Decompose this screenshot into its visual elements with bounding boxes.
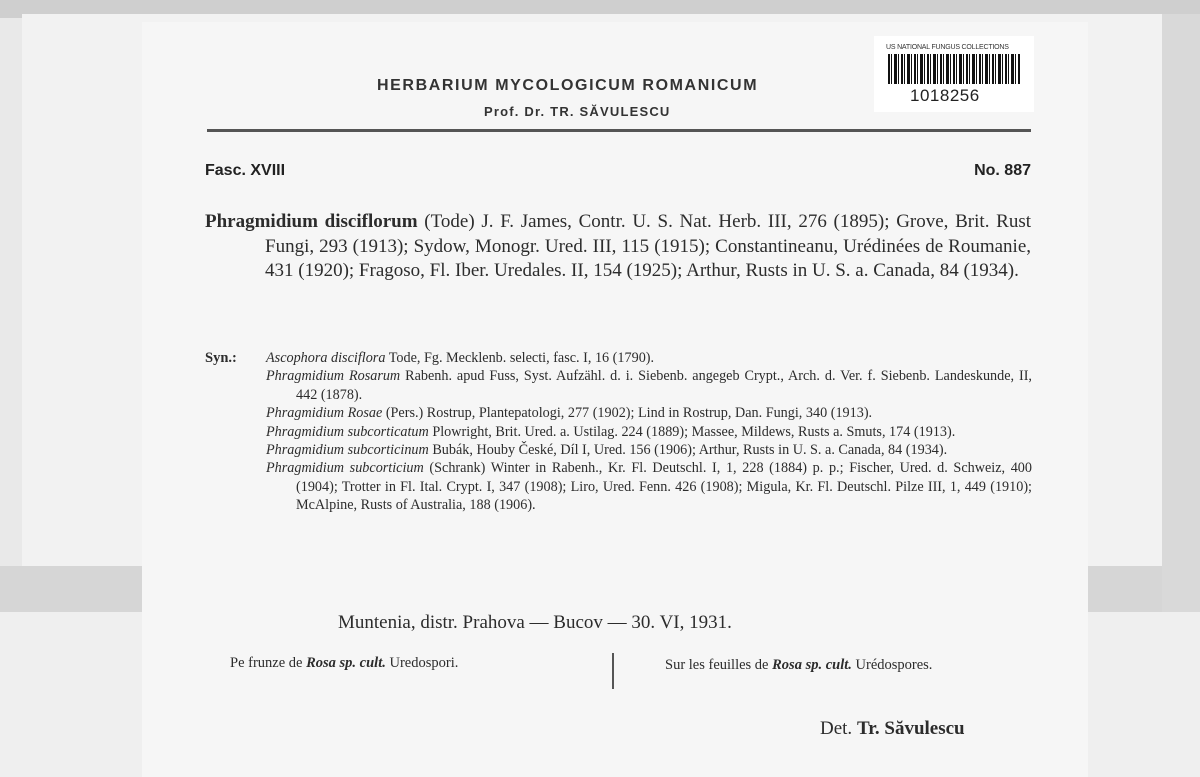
synonym-citation: (Schrank) Winter in Rabenh., Kr. Fl. Deutschl. I, 1, 228 (1884) p. p.; Fischer, Ured. d. Schweiz, 400 (1904); Trotter in Fl. Ital. Crypt. I, 347 (1908); Liro, Ured. Fenn. 426 (1908); Migula, Kr. Fl. Deutschl. Pilze III, 1, 449 (1910); McAlpine, Rusts of Australia, 188 (1906). — [296, 460, 1032, 514]
synonym-citation: Plowright, Brit. Ured. a. Ustilag. 224 (1889); Massee, Mildews, Rusts a. Smuts, 174 (1913). — [428, 423, 956, 440]
barcode-caption: US NATIONAL FUNGUS COLLECTIONS — [886, 44, 1009, 51]
determiner-name: Tr. Săvulescu — [856, 718, 965, 739]
citation-first-line: (Tode) J. F. James, Contr. U. S. Nat. Herb. III, — [417, 211, 792, 232]
synonym-citation: Bubák, Houby České, Díl I, Ured. 156 (1906); Arthur, Rusts in U. S. a. Canada, 84 (1934). — [428, 442, 948, 459]
species-citation — [205, 210, 1031, 284]
host-french — [665, 656, 1033, 674]
synonym-item — [266, 459, 1032, 514]
synonym-citation: Rabenh. apud Fuss, Syst. Aufzähl. d. i. Siebenb. angegeb Crypt., Arch. d. Ver. f. Siebenb. Landeskunde, II, 442 (1878). — [296, 368, 1032, 403]
synonym-name: Ascophora disciflora — [266, 350, 386, 366]
synonym-name: Phragmidium subcorticinum — [266, 442, 429, 459]
citation-rest: 276 (1895); Grove, Brit. Rust Fungi, 293 (1913); Sydow, Monogr. Ured. III, 115 (1915); Constantineanu, Urédinées de Roumanie, 431 (1920); Fragoso, Fl. Iber. Uredales. II, 154 (1925); Arthur, Rusts in U. S. a. Canada, 84 (1934). — [265, 211, 1032, 281]
host-fr-name: Rosa sp. cult. — [772, 657, 852, 673]
label-title: HERBARIUM MYCOLOGICUM ROMANICUM — [377, 77, 759, 94]
synonym-name: Phragmidium subcorticium — [266, 460, 424, 477]
synonym-citation: Tode, Fg. Mecklenb. selecti, fasc. I, 16 (1790). — [385, 350, 655, 366]
barcode-sticker — [874, 36, 1034, 112]
barcode-number: 1018256 — [910, 86, 980, 105]
header-rule — [207, 129, 1031, 132]
species-name: Phragmidium disciflorum — [205, 211, 418, 232]
background-right — [1162, 14, 1200, 612]
synonym-item — [266, 441, 1032, 459]
synonym-item — [266, 423, 1032, 441]
host-divider — [612, 653, 614, 689]
synonym-name: Phragmidium Rosarum — [266, 368, 401, 385]
synonyms-label: Syn.: — [205, 350, 237, 366]
synonyms-list — [266, 349, 1032, 515]
host-romanian — [230, 654, 602, 672]
synonym-citation: (Pers.) Rostrup, Plantepatologi, 277 (1902); Lind in Rostrup, Dan. Fungi, 340 (1913). — [382, 405, 873, 422]
host-ro-name: Rosa sp. cult. — [306, 655, 386, 671]
label-subtitle: Prof. Dr. TR. SĂVULESCU — [484, 104, 671, 119]
synonym-name: Phragmidium subcorticatum — [266, 423, 429, 440]
host-ro-before: Pe frunze de — [230, 655, 307, 671]
synonym-item — [266, 367, 1032, 404]
host-fr-after: Urédospores. — [851, 657, 933, 673]
synonym-item — [266, 349, 1032, 367]
synonym-item — [266, 404, 1032, 422]
determiner-prefix: Det. — [820, 718, 857, 739]
synonym-name: Phragmidium Rosae — [266, 405, 383, 422]
fascicle-label: Fasc. XVIII — [205, 162, 286, 179]
species-citation-text — [205, 210, 1031, 284]
determiner — [820, 718, 1040, 740]
barcode-bars — [888, 54, 1020, 84]
collection-locality: Muntenia, distr. Prahova — Bucov — 30. VI, 1931. — [338, 612, 732, 633]
specimen-number: No. 887 — [974, 162, 1031, 179]
host-fr-before: Sur les feuilles de — [665, 657, 773, 673]
host-ro-after: Uredospori. — [385, 655, 459, 671]
